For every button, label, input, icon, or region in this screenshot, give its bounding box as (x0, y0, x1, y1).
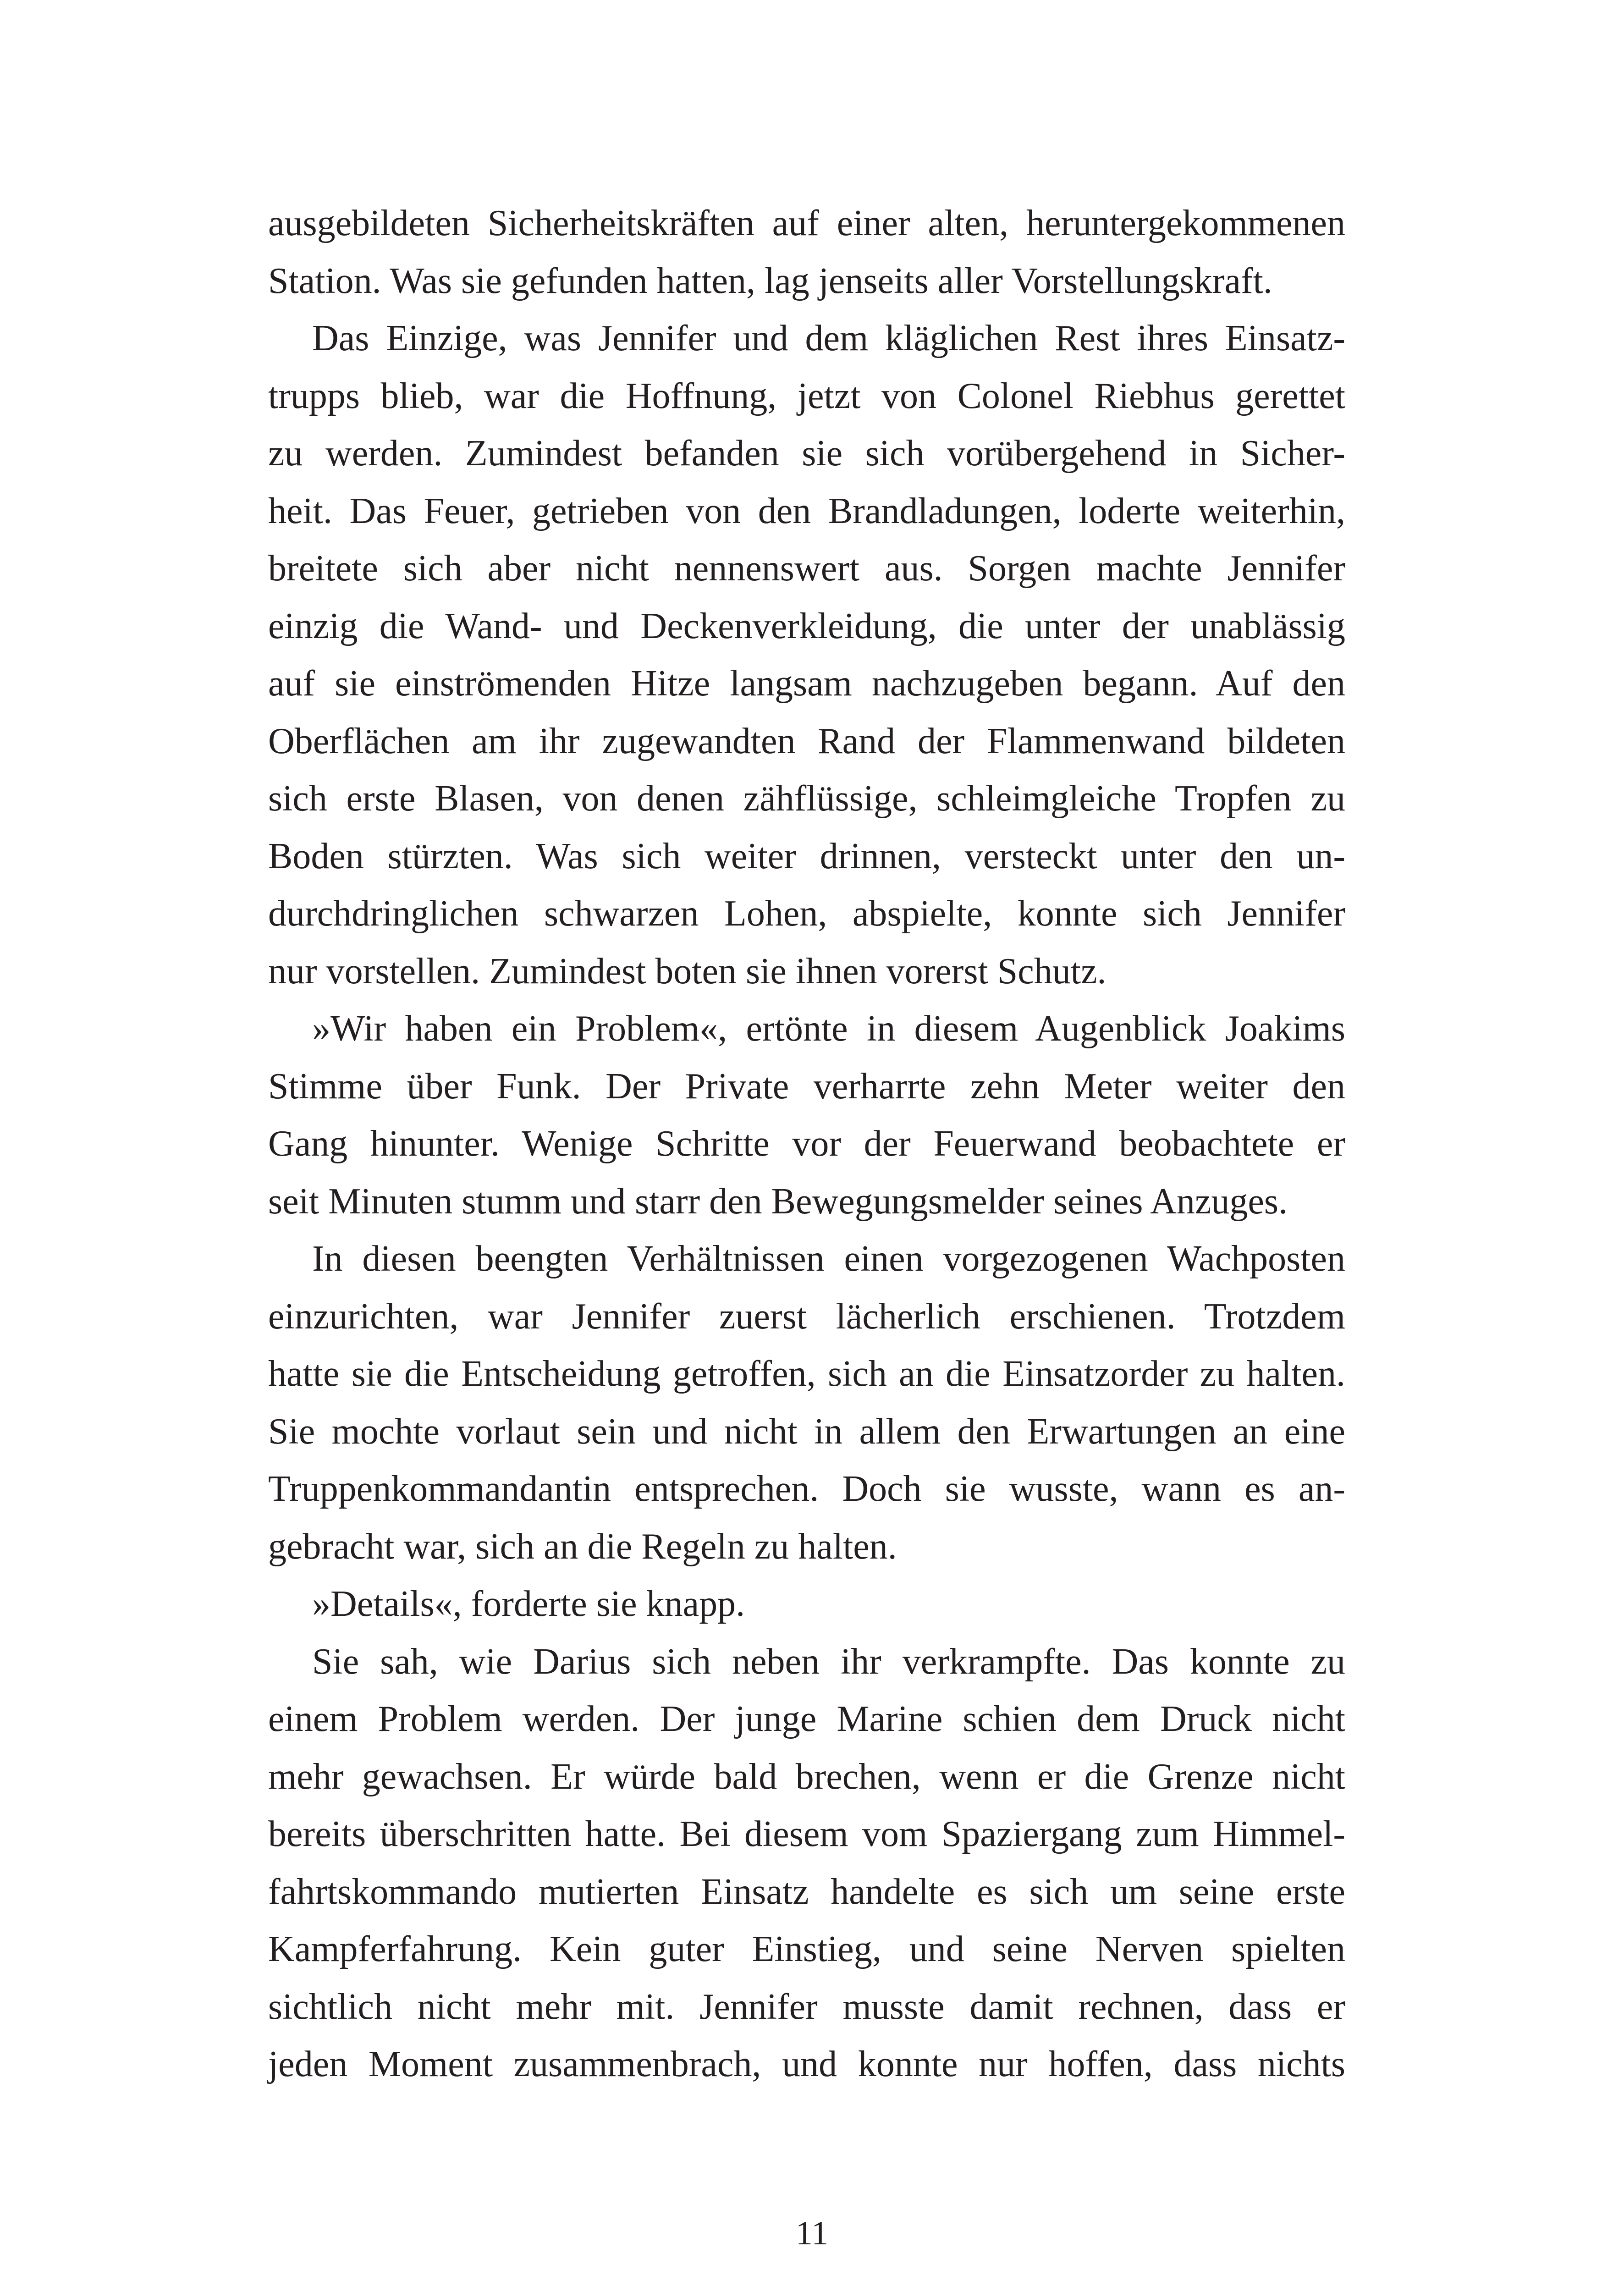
text-line: breitete sich aber nicht nennenswert aus. Sorgen machte Jennifer (268, 548, 1345, 589)
text-line: »Wir haben ein Problem«, ertönte in diesem Augenblick Joakims (312, 1008, 1345, 1049)
text-line: einem Problem werden. Der junge Marine schien dem Druck nicht (268, 1699, 1345, 1739)
text-line: fahrtskommando mutierten Einsatz handelte es sich um seine erste (268, 1871, 1345, 1912)
text-line: bereits überschritten hatte. Bei diesem vom Spaziergang zum Himmel- (268, 1814, 1345, 1854)
text-line: durchdringlichen schwarzen Lohen, abspielte, konnte sich Jennifer (268, 893, 1345, 934)
text-line: Station. Was sie gefunden hatten, lag jenseits aller Vorstellungskraft. (268, 260, 1272, 301)
text-line: Gang hinunter. Wenige Schritte vor der Feuerwand beobachtete er (268, 1124, 1345, 1164)
text-line: Kampferfahrung. Kein guter Einstieg, und seine Nerven spielten (268, 1929, 1345, 1969)
text-line: seit Minuten stumm und starr den Bewegungsmelder seines Anzuges. (268, 1181, 1288, 1222)
text-line: Boden stürzten. Was sich weiter drinnen, versteckt unter den un- (268, 836, 1345, 876)
text-line: hatte sie die Entscheidung getroffen, sich an die Einsatzorder zu halten. (268, 1354, 1345, 1394)
text-line: Stimme über Funk. Der Private verharrte zehn Meter weiter den (268, 1066, 1345, 1107)
page-number: 11 (795, 2215, 829, 2252)
text-line: nur vorstellen. Zumindest boten sie ihnen vorerst Schutz. (268, 951, 1107, 992)
text-line: Oberflächen am ihr zugewandten Rand der Flammenwand bildeten (268, 721, 1345, 761)
text-line: gebracht war, sich an die Regeln zu halten. (268, 1526, 897, 1567)
text-line: einzig die Wand- und Deckenverkleidung, die unter der unablässig (268, 606, 1345, 646)
text-line: mehr gewachsen. Er würde bald brechen, wenn er die Grenze nicht (268, 1756, 1345, 1797)
text-line: auf sie einströmenden Hitze langsam nachzugeben begann. Auf den (268, 663, 1345, 704)
text-line: »Details«, forderte sie knapp. (312, 1584, 745, 1624)
text-line: Truppenkommandantin entsprechen. Doch sie wusste, wann es an- (268, 1469, 1345, 1509)
body-text (268, 195, 1345, 2094)
text-line: sichtlich nicht mehr mit. Jennifer musste damit rechnen, dass er (268, 1986, 1345, 2027)
text-line: sich erste Blasen, von denen zähflüssige, schleimgleiche Tropfen zu (268, 778, 1345, 819)
text-line: zu werden. Zumindest befanden sie sich vorübergehend in Sicher- (268, 433, 1345, 474)
text-line: Sie sah, wie Darius sich neben ihr verkrampfte. Das konnte zu (312, 1641, 1345, 1682)
text-line: heit. Das Feuer, getrieben von den Brandladungen, loderte weiterhin, (268, 490, 1345, 531)
text-line: einzurichten, war Jennifer zuerst lächerlich erschienen. Trotzdem (268, 1296, 1345, 1337)
text-line: trupps blieb, war die Hoffnung, jetzt von Colonel Riebhus gerettet (268, 375, 1345, 416)
text-line: Sie mochte vorlaut sein und nicht in allem den Erwartungen an eine (268, 1411, 1345, 1452)
text-line: In diesen beengten Verhältnissen einen vorgezogenen Wachposten (312, 1239, 1345, 1279)
text-line: jeden Moment zusammenbrach, und konnte nur hoffen, dass nichts (268, 2044, 1345, 2084)
text-line: ausgebildeten Sicherheitskräften auf einer alten, heruntergekommenen (268, 203, 1345, 243)
text-line: Das Einzige, was Jennifer und dem kläglichen Rest ihres Einsatz- (312, 318, 1345, 358)
